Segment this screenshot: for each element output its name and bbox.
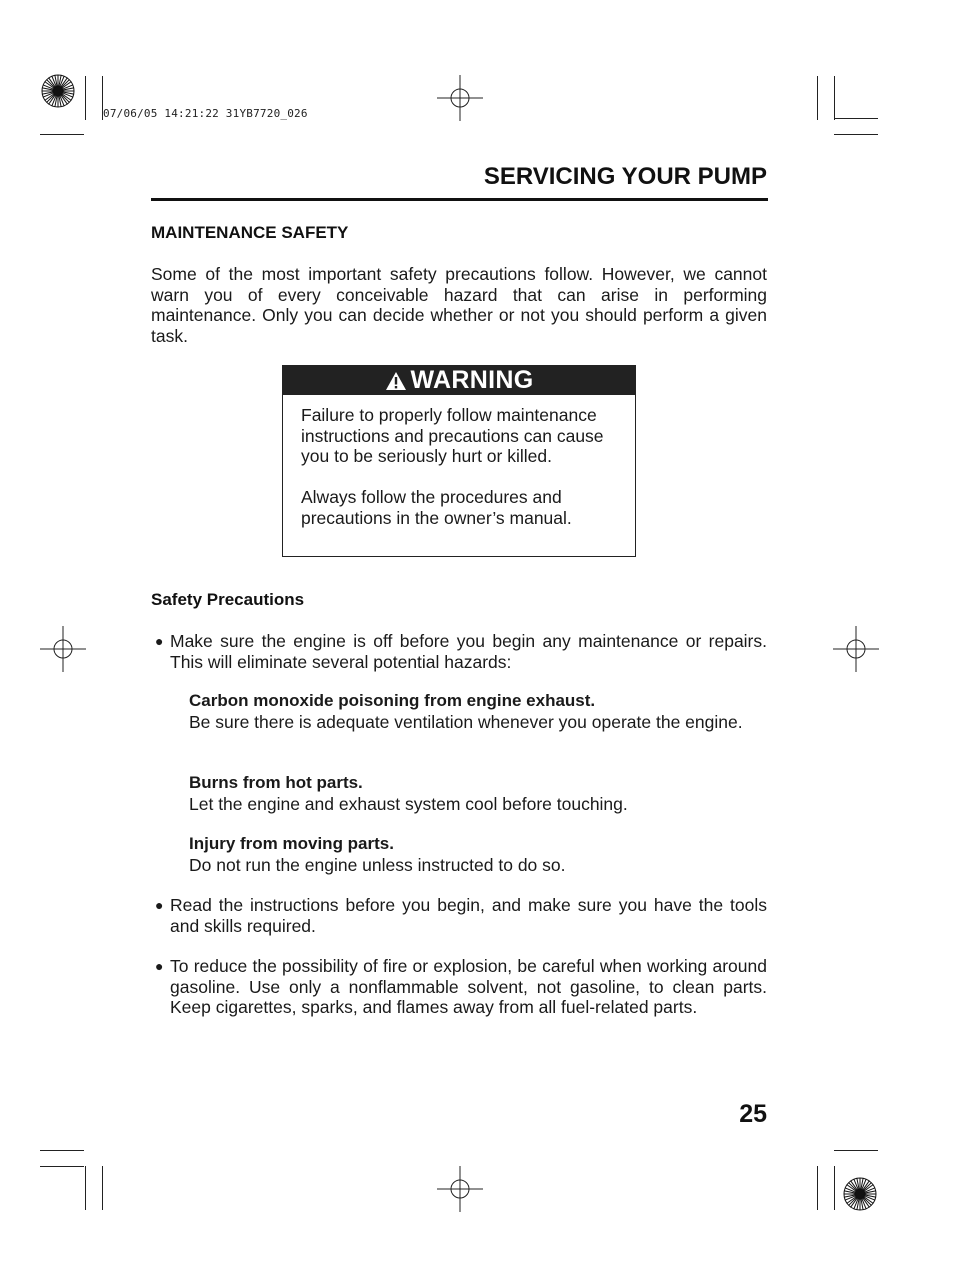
warning-header xyxy=(283,366,635,395)
hazard-desc: Do not run the engine unless instructed to do so. xyxy=(189,854,566,875)
crop-mark xyxy=(834,118,878,119)
crosshair-icon xyxy=(833,626,879,672)
section-title: SERVICING YOUR PUMP xyxy=(483,163,767,190)
registration-starburst-icon xyxy=(842,1176,878,1212)
title-rule xyxy=(151,198,768,201)
warning-label: WARNING xyxy=(410,366,534,394)
list-item-text: Make sure the engine is off before you begin any maintenance or repairs. This will eliminate several potential hazards: xyxy=(170,631,767,672)
crosshair-icon xyxy=(437,1166,483,1212)
page-number: 25 xyxy=(739,1100,767,1128)
crop-mark xyxy=(40,1166,84,1167)
maintenance-heading: MAINTENANCE SAFETY xyxy=(151,223,349,242)
registration-starburst-icon xyxy=(40,73,76,109)
hazard-item xyxy=(189,773,767,814)
crop-mark xyxy=(85,76,86,120)
crop-mark xyxy=(834,134,878,135)
bullet-glyph: ● xyxy=(155,958,164,974)
crop-mark xyxy=(85,1166,86,1210)
hazard-title: Injury from moving parts. xyxy=(189,834,394,853)
crosshair-icon xyxy=(437,75,483,121)
hazard-item xyxy=(189,834,767,875)
hazard-desc: Let the engine and exhaust system cool before touching. xyxy=(189,793,628,814)
hazard-title: Burns from hot parts. xyxy=(189,773,363,792)
crop-mark xyxy=(40,1150,84,1151)
warning-paragraph: Always follow the procedures and precautions in the owner’s manual. xyxy=(301,487,572,528)
crop-mark xyxy=(817,76,818,120)
hazard-title: Carbon monoxide poisoning from engine exhaust. xyxy=(189,691,596,710)
hazard-desc: Be sure there is adequate ventilation whenever you operate the engine. xyxy=(189,711,743,732)
list-item-text: To reduce the possibility of fire or explosion, be careful when working around gasoline. Use only a nonflammable solvent, not gasoline, to clean parts. Keep cigarettes, sparks, and flames away from all fuel-related parts. xyxy=(170,956,767,1017)
intro-paragraph: Some of the most important safety precautions follow. However, we cannot warn you of every conceivable hazard that can arise in performing maintenance. Only you can decide whether or not you should perform a given task. xyxy=(151,264,767,346)
hazard-item xyxy=(189,691,767,732)
crop-mark xyxy=(102,1166,103,1210)
bullet-glyph: ● xyxy=(155,897,164,913)
warning-box xyxy=(282,365,636,557)
list-item xyxy=(155,956,767,1018)
bullet-glyph: ● xyxy=(155,633,164,649)
crop-mark xyxy=(834,1166,835,1210)
print-info: 07/06/05 14:21:22 31YB7720_026 xyxy=(103,107,308,120)
crop-mark xyxy=(40,134,84,135)
list-item-text: Read the instructions before you begin, and make sure you have the tools and skills required. xyxy=(170,895,767,936)
warning-body xyxy=(283,395,635,528)
list-item xyxy=(155,631,767,672)
warning-paragraph: Failure to properly follow maintenance instructions and precautions can cause you to be seriously hurt or killed. xyxy=(301,405,604,466)
crop-mark xyxy=(834,76,835,120)
warning-triangle-icon xyxy=(385,371,407,391)
precautions-heading: Safety Precautions xyxy=(151,590,305,609)
crop-mark xyxy=(834,1150,878,1151)
crop-mark xyxy=(817,1166,818,1210)
crosshair-icon xyxy=(40,626,86,672)
list-item xyxy=(155,895,767,936)
